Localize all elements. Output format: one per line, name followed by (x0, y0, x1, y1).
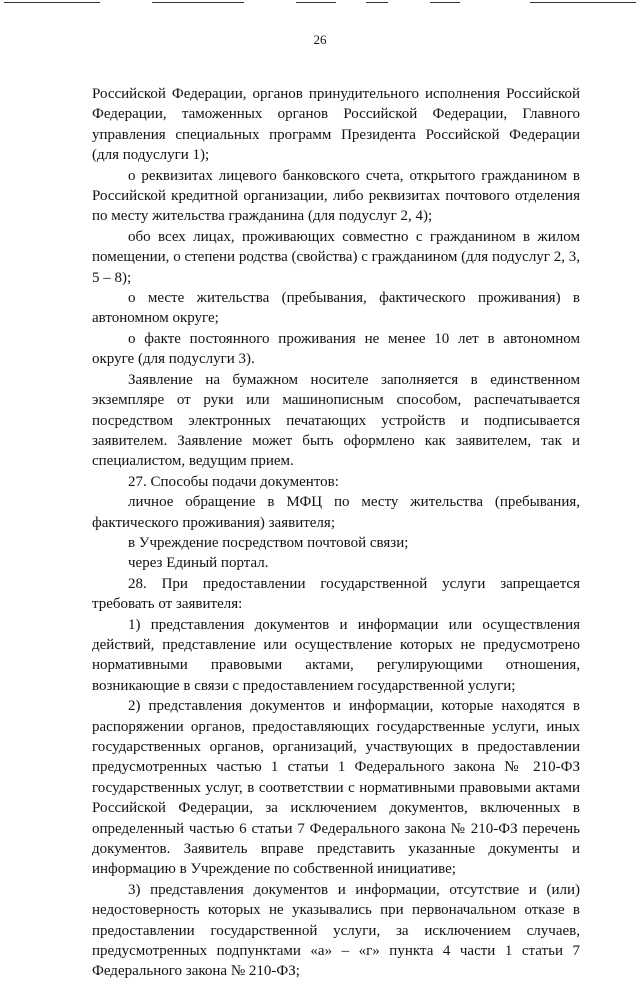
paragraph: 27. Способы подачи документов: (128, 473, 339, 490)
top-rule (530, 2, 636, 3)
paragraph: 2) представления документов и информации, которые находятся в распоряжении органов, предоставляющих государственные услуги, иных государственных органов, организаций, участвующих в предоставлении предусмотренных частью 1 статьи 1 Федерального закона № 210-ФЗ государственных услуг, в соответствии с нормативными правовыми актами Российской Федерации, за исключением документов, включенных в определенный частью 6 статьи 7 Федерального закона № 210-ФЗ перечень документов. Заявитель вправе представить указанные документы и информацию в Учреждение по собственной инициативе; (92, 698, 580, 878)
page-number: 26 (313, 32, 327, 47)
paragraph: 28. При предоставлении государственной услуги запрещается требовать от заявителя: (92, 575, 580, 613)
paragraph: 1) представления документов и информации или осуществления действий, представление или осуществление которых не предусмотрено нормативными правовыми актами, регулирующими отношения, возникающие в связи с предоставлением государственной услуги; (92, 616, 580, 694)
top-rule (296, 2, 336, 3)
top-rule (4, 2, 100, 3)
paragraph: о месте жительства (пребывания, фактического проживания) в автономном округе; (92, 290, 580, 327)
paragraph: через Единый портал. (128, 555, 269, 572)
paragraph: Российской Федерации, органов принудительного исполнения Российской Федерации, таможенных органов Российской Федерации, Главного управления специальных программ Президента Российской Федерации (для подуслуги 1); (92, 86, 580, 164)
top-rule (152, 2, 244, 3)
paragraph: личное обращение в МФЦ по месту жительства (пребывания, фактического проживания) заявителя; (92, 494, 580, 531)
paragraph: о факте постоянного проживания не менее 10 лет в автономном округе (для подуслуги 3). (92, 330, 580, 368)
paragraph: обо всех лицах, проживающих совместно с гражданином в жилом помещении, о степени родства (свойства) с гражданином (для подуслуг 2, 3, 5 – 8); (92, 228, 580, 286)
paragraph: 3) представления документов и информации, отсутствие и (или) недостоверность которых не указывались при первоначальном отказе в предоставлении государственной услуги, за исключением случаев, предусмотренных подпунктами «а» – «г» пункта 4 части 1 статьи 7 Федерального закона № 210-ФЗ; (92, 881, 580, 980)
top-rule (366, 2, 388, 3)
paragraph: о реквизитах лицевого банковского счета, открытого гражданином в Российской кредитной организации, либо реквизитах почтового отделения по месту жительства гражданина (для подуслуг 2, 4); (92, 167, 580, 225)
document-body (92, 84, 580, 982)
paragraph: Заявление на бумажном носителе заполняется в единственном экземпляре от руки или машинописным способом, распечатывается посредством электронных печатающих устройств и подписывается заявителем. Заявление может быть оформлено как заявителем, так и специалистом, ведущим прием. (92, 371, 580, 470)
top-rule (430, 2, 460, 3)
paragraph: в Учреждение посредством почтовой связи; (128, 534, 409, 551)
